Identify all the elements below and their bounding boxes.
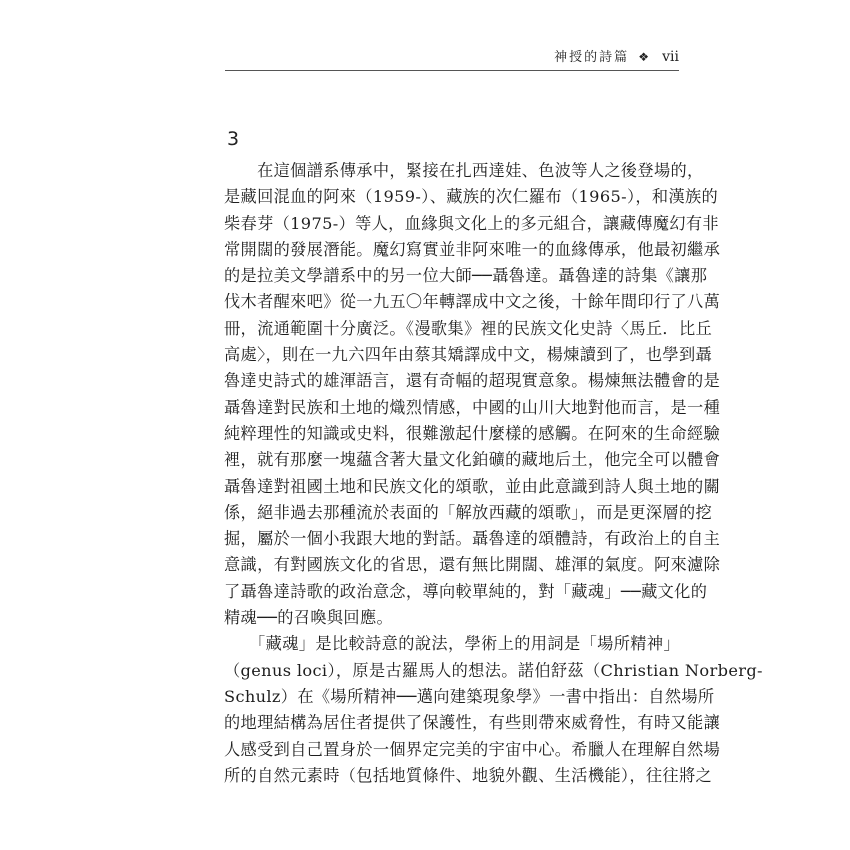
text-line: 是藏回混血的阿來（1959-）、藏族的次仁羅布（1965-），和漢族的 <box>224 187 719 207</box>
text-line: 所的自然元素時（包括地質條件、地貌外觀、生活機能），往往將之 <box>224 765 713 785</box>
text-line: 掘，屬於一個小我跟大地的對話。聶魯達的頌體詩，有政治上的自主 <box>224 529 721 549</box>
paragraph <box>224 631 763 789</box>
running-title: 神授的詩篇 <box>554 50 630 65</box>
page-number: vii <box>662 49 679 65</box>
paragraph <box>224 158 721 631</box>
text-line: 意識，有對國族文化的省思，還有無比開闊、雄渾的氣度。阿來濾除 <box>224 555 721 575</box>
text-line: 「藏魂」是比較詩意的說法，學術上的用詞是「場所精神」 <box>224 634 680 654</box>
text-line: 在這個譜系傳承中，緊接在扎西達娃、色波等人之後登場的， <box>224 161 704 180</box>
text-line: Schulz）在《場所精神──邁向建築現象學》一書中指出：自然場所 <box>224 686 715 706</box>
text-line: 冊，流通範圍十分廣泛。《漫歌集》裡的民族文化史詩〈馬丘．比丘 <box>224 318 713 338</box>
text-line: 係，絕非過去那種流於表面的「解放西藏的頌歌」，而是更深層的挖 <box>224 502 713 522</box>
text-line: 魯達史詩式的雄渾語言，還有奇幅的超現實意象。楊煉無法體會的是 <box>224 371 721 391</box>
text-line: 裡，就有那麼一塊蘊含著大量文化鉑礦的藏地后土，他完全可以體會 <box>224 450 721 470</box>
text-line: 人感受到自己置身於一個界定完美的宇宙中心。希臘人在理解自然場 <box>224 739 721 759</box>
text-line: 柴春芽（1975-）等人，血緣與文化上的多元組合，讓藏傳魔幻有非 <box>224 213 719 233</box>
text-line: 聶魯達對民族和土地的熾烈情感，中國的山川大地對他而言，是一種 <box>224 397 721 417</box>
text-line: 聶魯達對祖國土地和民族文化的頌歌，並由此意識到詩人與土地的關 <box>224 476 721 496</box>
body-text <box>224 158 763 789</box>
text-line: 了聶魯達詩歌的政治意念，導向較單純的，對「藏魂」──藏文化的 <box>224 581 708 601</box>
text-line: 精魂──的召喚與回應。 <box>224 608 394 628</box>
header-rule <box>225 70 679 71</box>
text-line: 高處〉，則在一九六四年由蔡其矯譯成中文，楊煉讀到了，也學到聶 <box>224 345 713 365</box>
running-header <box>225 46 679 65</box>
section-number: 3 <box>227 128 240 150</box>
text-line: 純粹理性的知識或史料，很難激起什麼樣的感觸。在阿來的生命經驗 <box>224 423 721 443</box>
text-line: 的是拉美文學譜系中的另一位大師──聶魯達。聶魯達的詩集《讓那 <box>224 266 708 286</box>
text-line: 常開闊的發展潛能。魔幻寫實並非阿來唯一的血緣傳承，他最初繼承 <box>224 239 721 259</box>
text-line: 的地理結構為居住者提供了保護性，有些則帶來威脅性，有時又能讓 <box>224 713 721 733</box>
ornament-separator-icon: ❖ <box>638 50 651 64</box>
text-line: 伐木者醒來吧》從一九五〇年轉譯成中文之後，十餘年間印行了八萬 <box>224 292 721 312</box>
text-line: （genus loci），原是古羅馬人的想法。諾伯舒茲（Christian Norberg- <box>224 660 763 680</box>
